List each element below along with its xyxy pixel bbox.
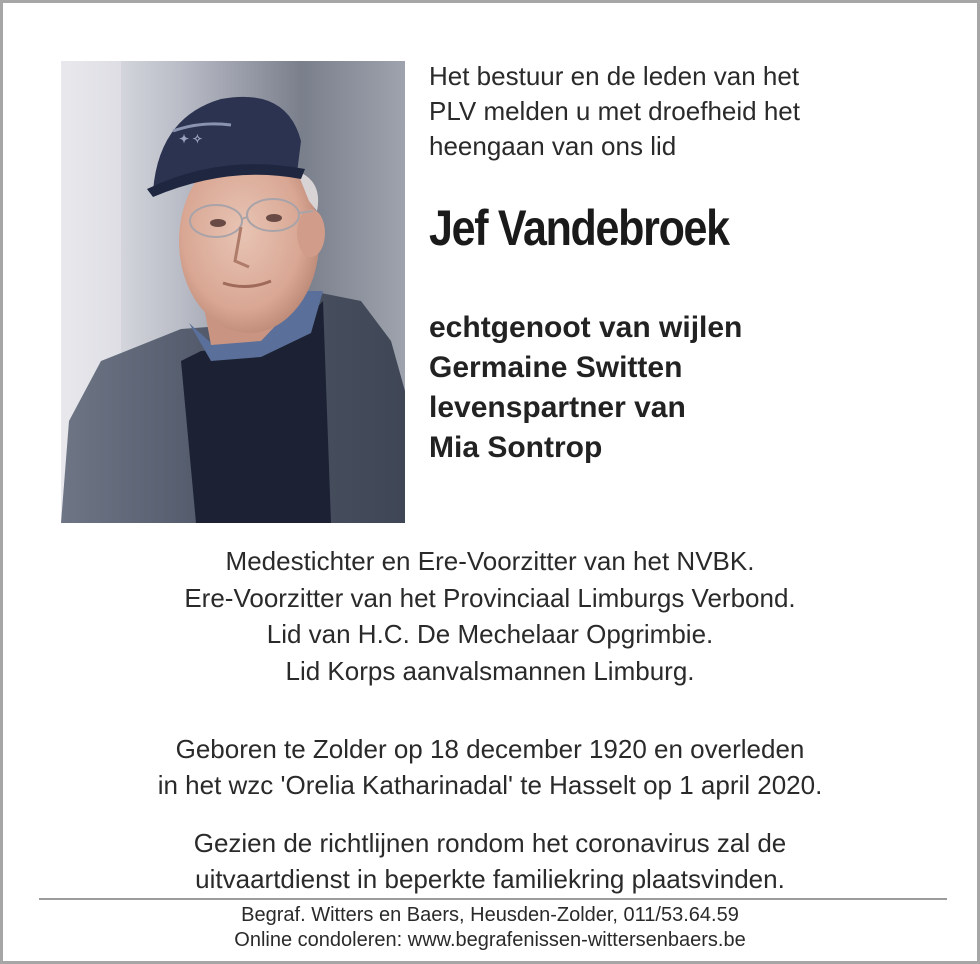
role-line: Lid Korps aanvalsmannen Limburg.	[285, 655, 695, 686]
svg-text:✦ ✧: ✦ ✧	[179, 132, 203, 146]
birth-death-text	[23, 731, 957, 803]
condolence-link[interactable]: Online condoleren: www.begrafenissen-wittersenbaers.be	[234, 929, 746, 951]
birth-death-line: in het wzc 'Orelia Katharinadal' te Hasselt op 1 april 2020.	[157, 770, 823, 800]
role-line: Medestichter en Ere-Voorzitter van het NVBK.	[225, 546, 755, 576]
intro-line: Het bestuur en de leden van het	[429, 61, 800, 91]
notice-line: Gezien de richtlijnen rondom het coronavirus zal de	[193, 828, 787, 858]
relation-line: Mia Sontrop	[429, 431, 603, 464]
relation-line: echtgenoot van wijlen	[429, 311, 743, 344]
birth-death-line: Geboren te Zolder op 18 december 1920 en overleden	[175, 734, 805, 764]
roles-text	[23, 543, 957, 689]
intro-text	[429, 59, 800, 164]
role-line: Lid van H.C. De Mechelaar Opgrimbie.	[266, 619, 714, 649]
footer-divider	[39, 898, 947, 900]
notice-line: uitvaartdienst in beperkte familiekring plaatsvinden.	[195, 864, 785, 894]
intro-line: PLV melden u met droefheid het	[429, 96, 800, 126]
portrait-photo	[61, 61, 405, 523]
relation-line: levenspartner van	[429, 391, 686, 424]
intro-line: heengaan van ons lid	[429, 131, 677, 161]
footer	[23, 903, 957, 953]
deceased-name: Jef Vandebroek	[429, 200, 729, 256]
funeral-notice-text	[23, 825, 957, 897]
relations-text	[429, 308, 742, 468]
relation-line: Germaine Switten	[429, 351, 683, 384]
role-line: Ere-Voorzitter van het Provinciaal Limburgs Verbond.	[184, 582, 796, 613]
funeral-home-info: Begraf. Witters en Baers, Heusden-Zolder, 011/53.64.59	[241, 904, 739, 926]
